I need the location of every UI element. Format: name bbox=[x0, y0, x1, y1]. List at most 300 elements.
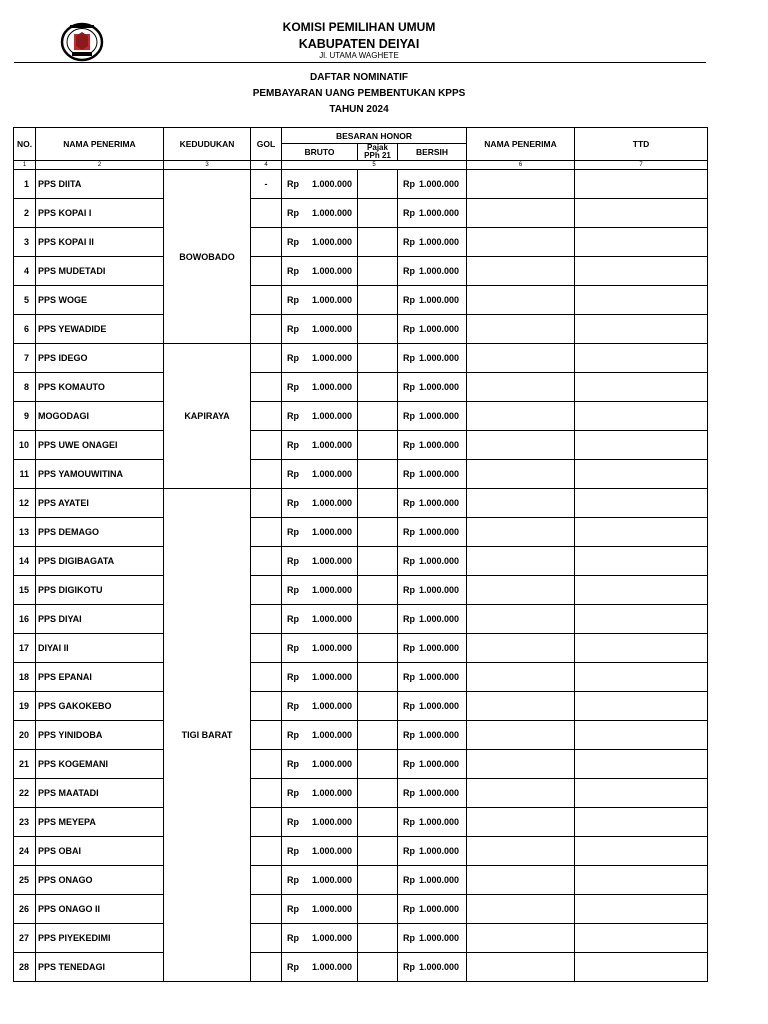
currency-label: Rp bbox=[403, 614, 415, 624]
table-row bbox=[14, 402, 708, 431]
gol-cell bbox=[251, 286, 282, 315]
recipient-name: PPS IDEGO bbox=[36, 344, 164, 373]
amount-value: 1.000.000 bbox=[311, 701, 352, 711]
row-number: 26 bbox=[14, 895, 36, 924]
currency-label: Rp bbox=[403, 672, 415, 682]
bruto-cell bbox=[282, 344, 358, 373]
bruto-cell bbox=[282, 750, 358, 779]
col-kedudukan: KEDUDUKAN bbox=[164, 128, 251, 161]
amount-value: 1.000.000 bbox=[311, 440, 352, 450]
recipient-name: MOGODAGI bbox=[36, 402, 164, 431]
currency-label: Rp bbox=[287, 788, 299, 798]
recipient-name-sign-cell bbox=[467, 895, 575, 924]
row-number: 17 bbox=[14, 634, 36, 663]
table-row bbox=[14, 489, 708, 518]
gol-cell bbox=[251, 663, 282, 692]
gol-cell bbox=[251, 518, 282, 547]
recipient-name-sign-cell bbox=[467, 257, 575, 286]
amount-value: 1.000.000 bbox=[419, 237, 460, 247]
bruto-cell bbox=[282, 170, 358, 199]
bruto-cell bbox=[282, 895, 358, 924]
signature-cell bbox=[575, 750, 708, 779]
recipient-name: PPS DIGIBAGATA bbox=[36, 547, 164, 576]
bruto-cell bbox=[282, 518, 358, 547]
recipient-name: DIYAI II bbox=[36, 634, 164, 663]
pph21-cell bbox=[358, 489, 398, 518]
bruto-cell bbox=[282, 402, 358, 431]
bruto-cell bbox=[282, 460, 358, 489]
col-index: 6 bbox=[467, 161, 575, 170]
recipient-name: PPS KOPAI II bbox=[36, 228, 164, 257]
amount-value: 1.000.000 bbox=[419, 556, 460, 566]
signature-cell bbox=[575, 199, 708, 228]
recipient-name: PPS DIITA bbox=[36, 170, 164, 199]
bersih-cell bbox=[398, 344, 467, 373]
signature-cell bbox=[575, 837, 708, 866]
recipient-name-sign-cell bbox=[467, 518, 575, 547]
recipient-name: PPS MUDETADI bbox=[36, 257, 164, 286]
recipient-name: PPS DIGIKOTU bbox=[36, 576, 164, 605]
row-number: 15 bbox=[14, 576, 36, 605]
recipient-name: PPS GAKOKEBO bbox=[36, 692, 164, 721]
col-bersih: BERSIH bbox=[398, 144, 467, 161]
bersih-cell bbox=[398, 692, 467, 721]
currency-label: Rp bbox=[287, 933, 299, 943]
amount-value: 1.000.000 bbox=[311, 817, 352, 827]
table-row bbox=[14, 170, 708, 199]
row-number: 8 bbox=[14, 373, 36, 402]
header-divider bbox=[14, 62, 706, 63]
pph21-cell bbox=[358, 315, 398, 344]
table-row bbox=[14, 547, 708, 576]
amount-value: 1.000.000 bbox=[311, 208, 352, 218]
amount-value: 1.000.000 bbox=[311, 672, 352, 682]
pph21-cell bbox=[358, 663, 398, 692]
recipient-name: PPS DEMAGO bbox=[36, 518, 164, 547]
amount-value: 1.000.000 bbox=[419, 875, 460, 885]
amount-value: 1.000.000 bbox=[419, 353, 460, 363]
row-number: 7 bbox=[14, 344, 36, 373]
bersih-cell bbox=[398, 895, 467, 924]
pph21-cell bbox=[358, 721, 398, 750]
currency-label: Rp bbox=[287, 962, 299, 972]
recipient-name-sign-cell bbox=[467, 721, 575, 750]
signature-cell bbox=[575, 315, 708, 344]
nominative-table bbox=[13, 127, 708, 982]
bruto-cell bbox=[282, 315, 358, 344]
col-index: 1 bbox=[14, 161, 36, 170]
amount-value: 1.000.000 bbox=[311, 556, 352, 566]
table-row bbox=[14, 199, 708, 228]
pph21-cell bbox=[358, 924, 398, 953]
bersih-cell bbox=[398, 199, 467, 228]
row-number: 28 bbox=[14, 953, 36, 982]
col-index: 4 bbox=[251, 161, 282, 170]
amount-value: 1.000.000 bbox=[419, 382, 460, 392]
signature-cell bbox=[575, 866, 708, 895]
currency-label: Rp bbox=[287, 672, 299, 682]
gol-cell bbox=[251, 489, 282, 518]
table-row bbox=[14, 779, 708, 808]
bersih-cell bbox=[398, 547, 467, 576]
amount-value: 1.000.000 bbox=[311, 324, 352, 334]
currency-label: Rp bbox=[403, 382, 415, 392]
bersih-cell bbox=[398, 228, 467, 257]
pph21-cell bbox=[358, 460, 398, 489]
document-title: DAFTAR NOMINATIF bbox=[310, 72, 408, 83]
signature-cell bbox=[575, 547, 708, 576]
col-ttd: TTD bbox=[575, 128, 708, 161]
bruto-cell bbox=[282, 199, 358, 228]
currency-label: Rp bbox=[403, 933, 415, 943]
currency-label: Rp bbox=[287, 759, 299, 769]
recipient-name-sign-cell bbox=[467, 286, 575, 315]
currency-label: Rp bbox=[287, 324, 299, 334]
gol-cell bbox=[251, 228, 282, 257]
amount-value: 1.000.000 bbox=[311, 382, 352, 392]
amount-value: 1.000.000 bbox=[311, 614, 352, 624]
pph21-cell bbox=[358, 953, 398, 982]
kedudukan-group: TIGI BARAT bbox=[164, 489, 251, 982]
recipient-name-sign-cell bbox=[467, 924, 575, 953]
currency-label: Rp bbox=[403, 904, 415, 914]
row-number: 5 bbox=[14, 286, 36, 315]
signature-cell bbox=[575, 286, 708, 315]
row-number: 19 bbox=[14, 692, 36, 721]
currency-label: Rp bbox=[403, 730, 415, 740]
row-number: 23 bbox=[14, 808, 36, 837]
bruto-cell bbox=[282, 663, 358, 692]
bruto-cell bbox=[282, 837, 358, 866]
table-row bbox=[14, 257, 708, 286]
recipient-name-sign-cell bbox=[467, 228, 575, 257]
gol-cell bbox=[251, 750, 282, 779]
bruto-cell bbox=[282, 808, 358, 837]
amount-value: 1.000.000 bbox=[419, 527, 460, 537]
bruto-cell bbox=[282, 721, 358, 750]
bruto-cell bbox=[282, 692, 358, 721]
gol-cell bbox=[251, 199, 282, 228]
gol-cell bbox=[251, 634, 282, 663]
pph21-cell bbox=[358, 866, 398, 895]
recipient-name-sign-cell bbox=[467, 634, 575, 663]
recipient-name-sign-cell bbox=[467, 373, 575, 402]
currency-label: Rp bbox=[403, 817, 415, 827]
bersih-cell bbox=[398, 518, 467, 547]
currency-label: Rp bbox=[287, 585, 299, 595]
currency-label: Rp bbox=[287, 469, 299, 479]
row-number: 18 bbox=[14, 663, 36, 692]
pph21-cell bbox=[358, 228, 398, 257]
regency-name: KABUPATEN DEIYAI bbox=[298, 37, 420, 51]
recipient-name: PPS KOMAUTO bbox=[36, 373, 164, 402]
recipient-name: PPS DIYAI bbox=[36, 605, 164, 634]
currency-label: Rp bbox=[403, 440, 415, 450]
recipient-name: PPS UWE ONAGEI bbox=[36, 431, 164, 460]
recipient-name: PPS WOGE bbox=[36, 286, 164, 315]
signature-cell bbox=[575, 170, 708, 199]
signature-cell bbox=[575, 605, 708, 634]
gol-cell bbox=[251, 837, 282, 866]
row-number: 11 bbox=[14, 460, 36, 489]
gol-cell bbox=[251, 808, 282, 837]
gol-cell bbox=[251, 460, 282, 489]
amount-value: 1.000.000 bbox=[419, 933, 460, 943]
pph21-cell bbox=[358, 779, 398, 808]
currency-label: Rp bbox=[403, 788, 415, 798]
currency-label: Rp bbox=[287, 527, 299, 537]
pph21-cell bbox=[358, 895, 398, 924]
pph21-cell bbox=[358, 837, 398, 866]
pph21-cell bbox=[358, 547, 398, 576]
currency-label: Rp bbox=[403, 498, 415, 508]
table-row bbox=[14, 721, 708, 750]
table-row bbox=[14, 431, 708, 460]
gol-cell bbox=[251, 924, 282, 953]
bersih-cell bbox=[398, 605, 467, 634]
recipient-name: PPS ONAGO bbox=[36, 866, 164, 895]
currency-label: Rp bbox=[287, 208, 299, 218]
amount-value: 1.000.000 bbox=[419, 179, 460, 189]
gol-cell bbox=[251, 344, 282, 373]
currency-label: Rp bbox=[403, 701, 415, 711]
table-row bbox=[14, 460, 708, 489]
recipient-name: PPS OBAI bbox=[36, 837, 164, 866]
signature-cell bbox=[575, 895, 708, 924]
recipient-name-sign-cell bbox=[467, 663, 575, 692]
row-number: 1 bbox=[14, 170, 36, 199]
bersih-cell bbox=[398, 663, 467, 692]
amount-value: 1.000.000 bbox=[419, 672, 460, 682]
recipient-name-sign-cell bbox=[467, 576, 575, 605]
currency-label: Rp bbox=[403, 295, 415, 305]
bruto-cell bbox=[282, 953, 358, 982]
signature-cell bbox=[575, 634, 708, 663]
pph21-cell bbox=[358, 431, 398, 460]
recipient-name: PPS MAATADI bbox=[36, 779, 164, 808]
signature-cell bbox=[575, 692, 708, 721]
table-row bbox=[14, 692, 708, 721]
signature-cell bbox=[575, 402, 708, 431]
recipient-name: PPS PIYEKEDIMI bbox=[36, 924, 164, 953]
signature-cell bbox=[575, 431, 708, 460]
bruto-cell bbox=[282, 431, 358, 460]
row-number: 27 bbox=[14, 924, 36, 953]
amount-value: 1.000.000 bbox=[419, 730, 460, 740]
bersih-cell bbox=[398, 779, 467, 808]
recipient-name: PPS EPANAI bbox=[36, 663, 164, 692]
amount-value: 1.000.000 bbox=[311, 411, 352, 421]
col-pph21-line2: PPh 21 bbox=[364, 151, 391, 160]
bersih-cell bbox=[398, 257, 467, 286]
pph21-cell bbox=[358, 199, 398, 228]
bersih-cell bbox=[398, 373, 467, 402]
currency-label: Rp bbox=[403, 962, 415, 972]
amount-value: 1.000.000 bbox=[311, 962, 352, 972]
currency-label: Rp bbox=[403, 237, 415, 247]
bersih-cell bbox=[398, 634, 467, 663]
pph21-cell bbox=[358, 750, 398, 779]
currency-label: Rp bbox=[403, 469, 415, 479]
table-row bbox=[14, 634, 708, 663]
recipient-name: PPS MEYEPA bbox=[36, 808, 164, 837]
gol-cell bbox=[251, 373, 282, 402]
gol-cell bbox=[251, 576, 282, 605]
amount-value: 1.000.000 bbox=[419, 469, 460, 479]
bersih-cell bbox=[398, 721, 467, 750]
gol-cell bbox=[251, 692, 282, 721]
amount-value: 1.000.000 bbox=[419, 643, 460, 653]
col-nama-penerima-2: NAMA PENERIMA bbox=[467, 128, 575, 161]
amount-value: 1.000.000 bbox=[419, 614, 460, 624]
row-number: 3 bbox=[14, 228, 36, 257]
recipient-name: PPS ONAGO II bbox=[36, 895, 164, 924]
currency-label: Rp bbox=[403, 556, 415, 566]
currency-label: Rp bbox=[403, 179, 415, 189]
table-row bbox=[14, 315, 708, 344]
table-row bbox=[14, 895, 708, 924]
currency-label: Rp bbox=[287, 266, 299, 276]
pph21-cell bbox=[358, 373, 398, 402]
row-number: 13 bbox=[14, 518, 36, 547]
signature-cell bbox=[575, 663, 708, 692]
bersih-cell bbox=[398, 460, 467, 489]
bruto-cell bbox=[282, 576, 358, 605]
pph21-cell bbox=[358, 634, 398, 663]
bruto-cell bbox=[282, 779, 358, 808]
col-pph21-line1: Pajak bbox=[367, 143, 388, 152]
institution-name: KOMISI PEMILIHAN UMUM bbox=[282, 20, 436, 34]
amount-value: 1.000.000 bbox=[419, 324, 460, 334]
bersih-cell bbox=[398, 866, 467, 895]
bruto-cell bbox=[282, 286, 358, 315]
currency-label: Rp bbox=[403, 527, 415, 537]
amount-value: 1.000.000 bbox=[311, 904, 352, 914]
row-number: 6 bbox=[14, 315, 36, 344]
table-row bbox=[14, 518, 708, 547]
recipient-name: PPS AYATEI bbox=[36, 489, 164, 518]
bruto-cell bbox=[282, 228, 358, 257]
amount-value: 1.000.000 bbox=[419, 904, 460, 914]
recipient-name-sign-cell bbox=[467, 402, 575, 431]
bersih-cell bbox=[398, 170, 467, 199]
currency-label: Rp bbox=[287, 643, 299, 653]
gol-cell bbox=[251, 779, 282, 808]
currency-label: Rp bbox=[287, 498, 299, 508]
currency-label: Rp bbox=[287, 179, 299, 189]
amount-value: 1.000.000 bbox=[311, 730, 352, 740]
signature-cell bbox=[575, 721, 708, 750]
bruto-cell bbox=[282, 373, 358, 402]
recipient-name-sign-cell bbox=[467, 315, 575, 344]
recipient-name-sign-cell bbox=[467, 431, 575, 460]
col-gol: GOL bbox=[251, 128, 282, 161]
amount-value: 1.000.000 bbox=[311, 643, 352, 653]
bersih-cell bbox=[398, 953, 467, 982]
pph21-cell bbox=[358, 286, 398, 315]
currency-label: Rp bbox=[403, 759, 415, 769]
signature-cell bbox=[575, 373, 708, 402]
recipient-name: PPS YAMOUWITINA bbox=[36, 460, 164, 489]
amount-value: 1.000.000 bbox=[419, 295, 460, 305]
currency-label: Rp bbox=[287, 382, 299, 392]
currency-label: Rp bbox=[287, 846, 299, 856]
bersih-cell bbox=[398, 489, 467, 518]
row-number: 9 bbox=[14, 402, 36, 431]
signature-cell bbox=[575, 924, 708, 953]
amount-value: 1.000.000 bbox=[311, 846, 352, 856]
pph21-cell bbox=[358, 576, 398, 605]
row-number: 2 bbox=[14, 199, 36, 228]
gol-cell bbox=[251, 431, 282, 460]
recipient-name-sign-cell bbox=[467, 750, 575, 779]
currency-label: Rp bbox=[403, 643, 415, 653]
currency-label: Rp bbox=[287, 730, 299, 740]
recipient-name: PPS KOGEMANI bbox=[36, 750, 164, 779]
table-row bbox=[14, 228, 708, 257]
currency-label: Rp bbox=[403, 208, 415, 218]
currency-label: Rp bbox=[403, 324, 415, 334]
bruto-cell bbox=[282, 924, 358, 953]
gol-cell bbox=[251, 402, 282, 431]
recipient-name-sign-cell bbox=[467, 866, 575, 895]
amount-value: 1.000.000 bbox=[311, 933, 352, 943]
kedudukan-group: BOWOBADO bbox=[164, 170, 251, 344]
table-row bbox=[14, 344, 708, 373]
currency-label: Rp bbox=[287, 817, 299, 827]
table-row bbox=[14, 663, 708, 692]
amount-value: 1.000.000 bbox=[419, 759, 460, 769]
recipient-name-sign-cell bbox=[467, 170, 575, 199]
signature-cell bbox=[575, 257, 708, 286]
gol-cell bbox=[251, 721, 282, 750]
signature-cell bbox=[575, 228, 708, 257]
currency-label: Rp bbox=[403, 846, 415, 856]
signature-cell bbox=[575, 808, 708, 837]
amount-value: 1.000.000 bbox=[311, 469, 352, 479]
currency-label: Rp bbox=[287, 237, 299, 247]
recipient-name-sign-cell bbox=[467, 953, 575, 982]
recipient-name-sign-cell bbox=[467, 692, 575, 721]
currency-label: Rp bbox=[403, 875, 415, 885]
bruto-cell bbox=[282, 866, 358, 895]
recipient-name-sign-cell bbox=[467, 837, 575, 866]
signature-cell bbox=[575, 460, 708, 489]
amount-value: 1.000.000 bbox=[419, 701, 460, 711]
bersih-cell bbox=[398, 924, 467, 953]
col-bruto: BRUTO bbox=[282, 144, 358, 161]
amount-value: 1.000.000 bbox=[419, 411, 460, 421]
amount-value: 1.000.000 bbox=[419, 962, 460, 972]
table-row bbox=[14, 953, 708, 982]
gol-cell: - bbox=[251, 170, 282, 199]
currency-label: Rp bbox=[403, 266, 415, 276]
bersih-cell bbox=[398, 837, 467, 866]
table-row bbox=[14, 837, 708, 866]
table-row bbox=[14, 605, 708, 634]
amount-value: 1.000.000 bbox=[311, 266, 352, 276]
amount-value: 1.000.000 bbox=[419, 208, 460, 218]
bersih-cell bbox=[398, 402, 467, 431]
bruto-cell bbox=[282, 257, 358, 286]
pph21-cell bbox=[358, 605, 398, 634]
row-number: 14 bbox=[14, 547, 36, 576]
bersih-cell bbox=[398, 576, 467, 605]
amount-value: 1.000.000 bbox=[419, 817, 460, 827]
currency-label: Rp bbox=[287, 614, 299, 624]
col-besaran-honor: BESARAN HONOR bbox=[282, 128, 467, 144]
pph21-cell bbox=[358, 402, 398, 431]
